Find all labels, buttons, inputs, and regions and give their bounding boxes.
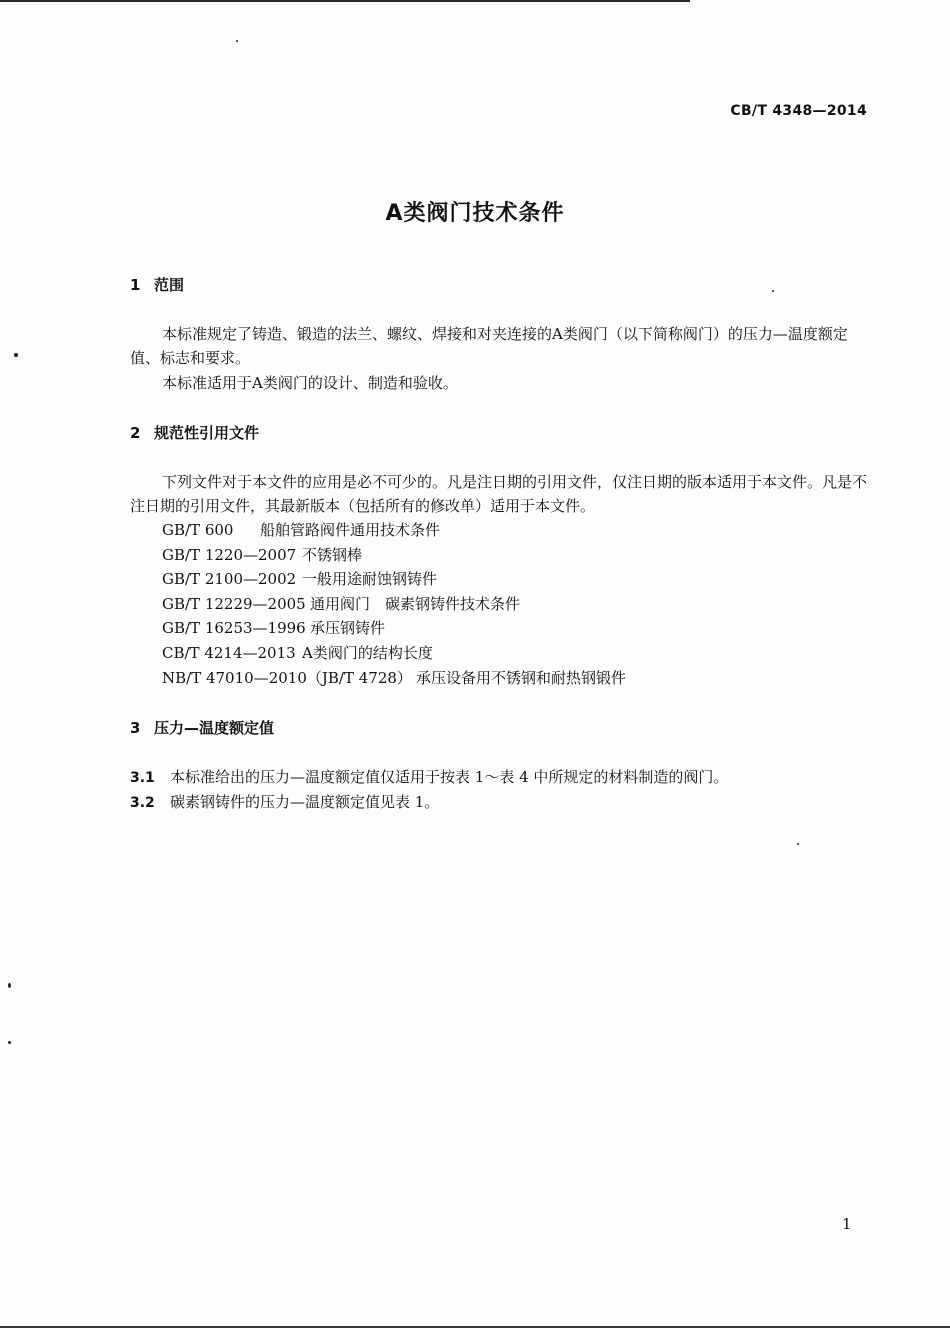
reference-title: 承压设备用不锈钢和耐热钢锻件 xyxy=(416,668,627,687)
clause-number: 3.1 xyxy=(130,770,155,786)
reference-title: 一般用途耐蚀钢铸件 xyxy=(302,570,438,589)
reference-item xyxy=(162,616,626,641)
section-number: 3 xyxy=(130,719,141,737)
reference-code: NB/T 47010—2010（JB/T 4728） xyxy=(162,668,412,687)
clause-number: 3.2 xyxy=(130,795,155,811)
reference-item xyxy=(162,592,626,617)
reference-title: A类阀门的结构长度 xyxy=(302,643,433,662)
standard-number: CB/T 4348—2014 xyxy=(730,103,867,119)
reference-code: GB/T 16253—1996 xyxy=(162,619,306,638)
page-number: 1 xyxy=(842,1215,852,1233)
scan-speck xyxy=(14,353,18,357)
section-2-heading xyxy=(130,422,259,443)
section-3-heading xyxy=(130,717,274,738)
scan-speck xyxy=(236,40,238,42)
reference-item xyxy=(162,641,626,666)
clause-3-1 xyxy=(130,766,728,787)
section-title: 范围 xyxy=(154,276,185,294)
scan-speck xyxy=(8,1041,11,1044)
section-1-heading xyxy=(130,274,184,295)
reference-code: CB/T 4214—2013 xyxy=(162,643,296,662)
section-title: 压力—温度额定值 xyxy=(154,719,275,737)
clause-text: 本标准给出的压力—温度额定值仅适用于按表 1～表 4 中所规定的材料制造的阀门。 xyxy=(170,768,729,786)
reference-item xyxy=(162,518,626,543)
scan-speck xyxy=(772,290,774,292)
reference-title: 通用阀门 碳素钢铸件技术条件 xyxy=(310,594,521,613)
reference-title: 不锈钢棒 xyxy=(302,545,363,564)
reference-item xyxy=(162,567,626,592)
scan-speck xyxy=(8,983,11,988)
reference-item xyxy=(162,543,626,568)
reference-code: GB/T 1220—2007 xyxy=(162,545,297,564)
reference-list xyxy=(162,518,626,690)
reference-title: 船舶管路阀件通用技术条件 xyxy=(260,521,441,539)
scan-edge-bottom xyxy=(0,1326,950,1328)
section-1-paragraph-2: 本标准适用于A类阀门的设计、制造和验收。 xyxy=(162,374,458,392)
reference-title: 承压钢铸件 xyxy=(310,619,386,638)
reference-code: GB/T 12229—2005 xyxy=(162,594,306,613)
reference-item xyxy=(162,666,626,691)
document-title: A类阀门技术条件 xyxy=(385,201,565,226)
scan-speck xyxy=(797,843,799,845)
section-2-intro: 下列文件对于本文件的应用是必不可少的。凡是注日期的引用文件，仅注日期的版本适用于本文件。凡是不注日期的引用文件，其最新版本（包括所有的修改单）适用于本文件。 xyxy=(130,473,868,515)
section-number: 2 xyxy=(130,424,141,442)
clause-text: 碳素钢铸件的压力—温度额定值见表 1。 xyxy=(170,793,440,811)
section-1-paragraph-1: 本标准规定了铸造、锻造的法兰、螺纹、焊接和对夹连接的A类阀门（以下简称阀门）的压力—温度额定值、标志和要求。 xyxy=(130,325,848,367)
section-title: 规范性引用文件 xyxy=(154,424,260,442)
section-number: 1 xyxy=(130,276,141,294)
clause-3-2 xyxy=(130,791,439,812)
scan-edge-top xyxy=(0,0,690,2)
reference-code: GB/T 600 xyxy=(162,521,234,539)
reference-code: GB/T 2100—2002 xyxy=(162,570,297,589)
